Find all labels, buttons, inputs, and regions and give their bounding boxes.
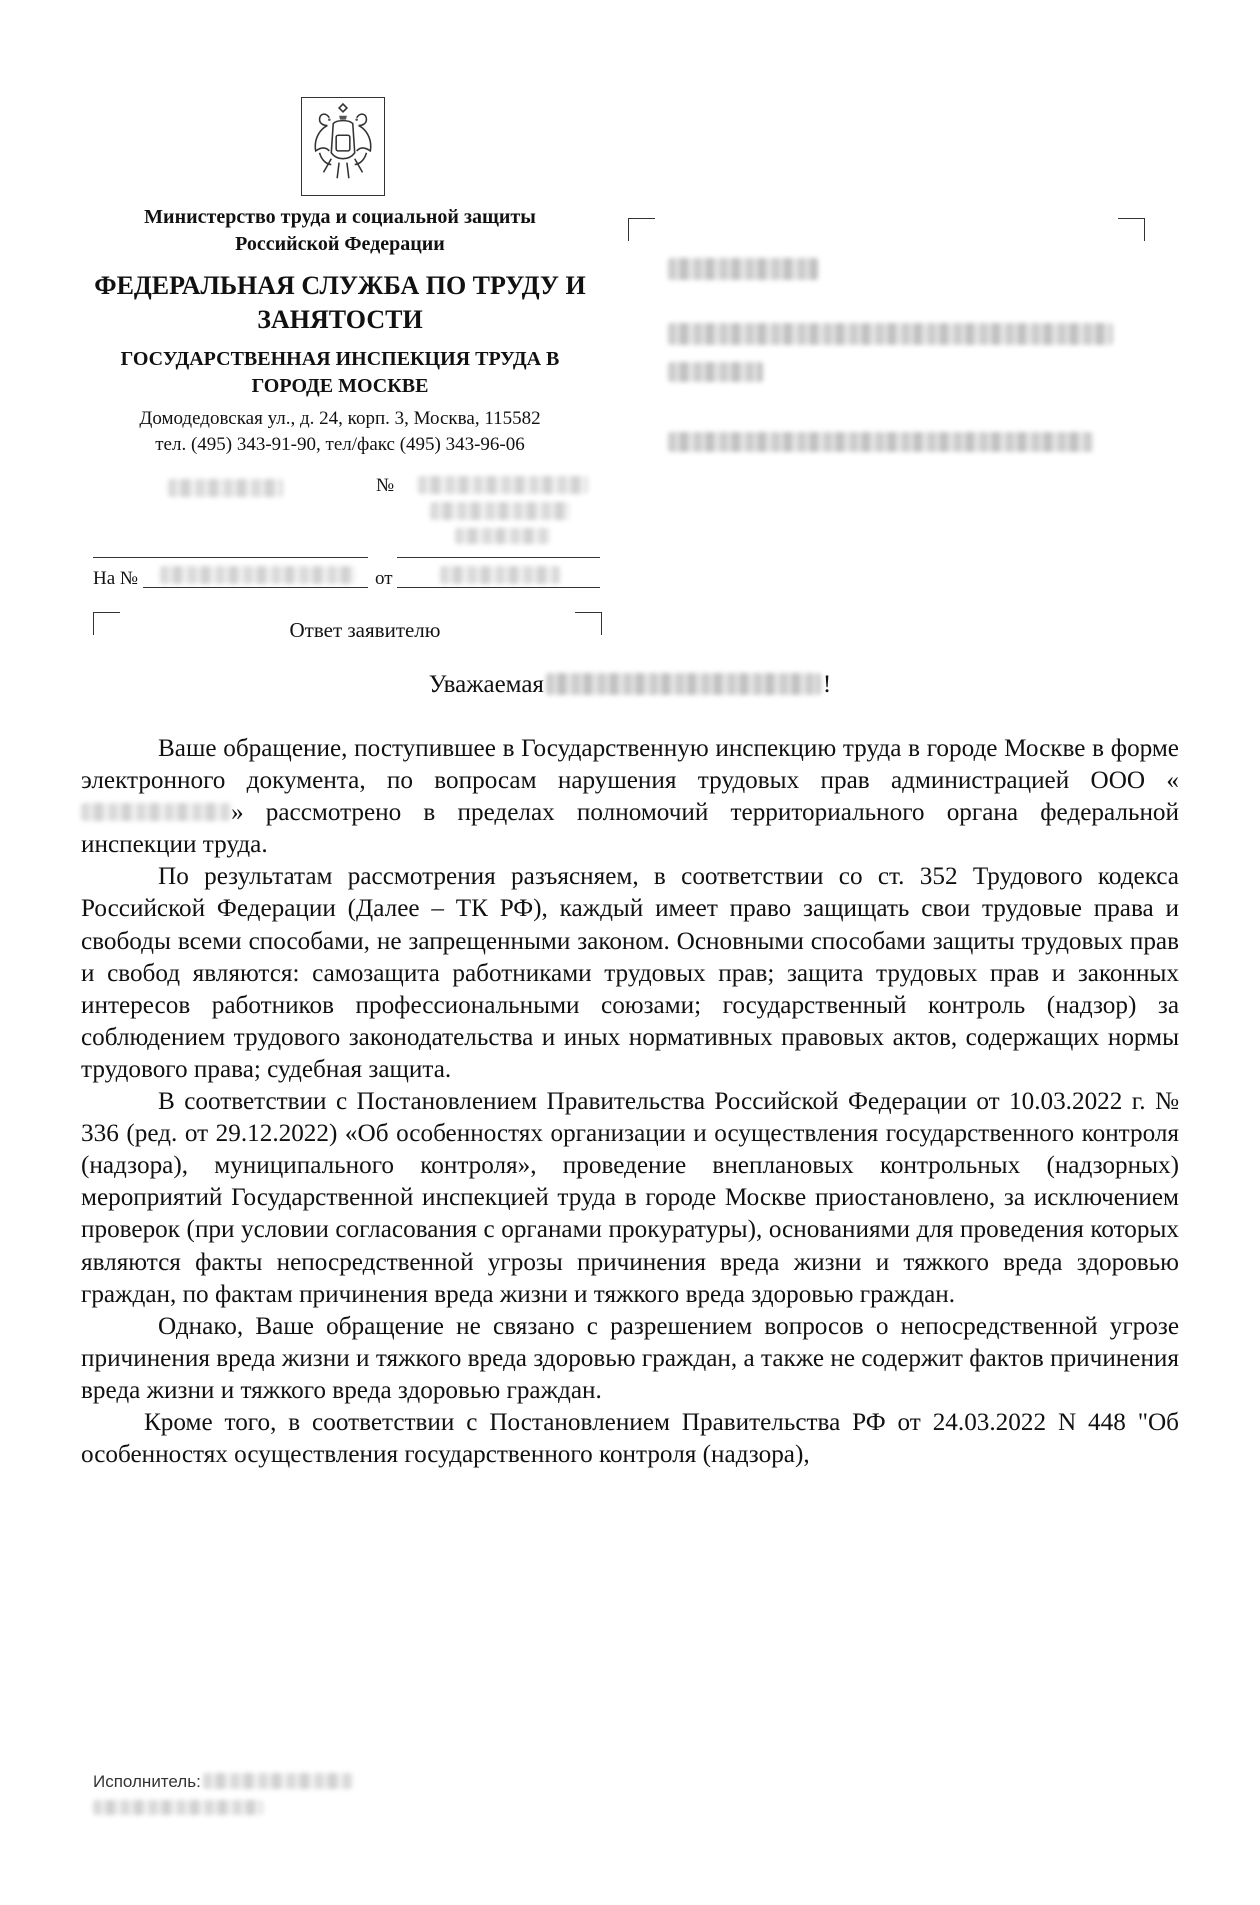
redacted-company-name xyxy=(81,803,231,821)
redacted-addressee-name xyxy=(546,673,821,695)
in-reply-to-label: На № xyxy=(93,568,139,589)
state-emblem xyxy=(301,97,385,196)
incoming-date-line xyxy=(397,587,600,588)
contact-block xyxy=(80,406,600,458)
corner-mark xyxy=(628,218,655,241)
redacted-recipient-email xyxy=(668,432,1093,452)
paragraph-3: В соответствии с Постановлением Правительства Российской Федерации от 10.03.2022 г. № 336 (ред. от 29.12.2022) «Об особенностях организации и осуществления государственного контроля (надзора), муниципального контроля», проведение внеплановых контрольных (надзорных) мероприятий Государственной инспекцией труда в городе Москве приостановлено, за исключением проверок (при условии согласования с органами прокуратуры), основаниями для проведения которых являются факты непосредственной угрозы причинения вреда жизни и тяжкого вреда здоровью граждан, по фактам причинения вреда жизни и тяжкого вреда здоровью граждан. xyxy=(81,1088,1179,1308)
letter-body xyxy=(81,733,1179,1471)
corner-mark xyxy=(93,612,120,635)
greeting-suffix: ! xyxy=(822,671,832,698)
incoming-number-line xyxy=(143,587,368,588)
greeting xyxy=(0,669,1260,701)
redacted-recipient-name xyxy=(668,258,818,280)
redacted-recipient-address xyxy=(668,323,1113,345)
address-line: Домодедовская ул., д. 24, корп. 3, Москва, 115582 xyxy=(139,408,541,429)
paragraph-4: Однако, Ваше обращение не связано с разрешением вопросов о непосредственной угрозе причинения вреда жизни и тяжкого вреда здоровью граждан, а также не содержит фактов причинения вреда жизни и тяжкого вреда здоровью граждан. xyxy=(81,1312,1179,1404)
paragraph-2: По результатам рассмотрения разъясняем, в соответствии со ст. 352 Трудового кодекса Российской Федерации (Далее – ТК РФ), каждый имеет право защищать свои трудовые права и свободы всеми способами, не запрещенными законом. Основными способами защиты трудовых прав и свобод являются: самозащита работниками трудовых прав; защита трудовых прав и законных интересов работников профессиональными союзами; государственный контроль (надзор) за соблюдением трудового законодательства и иных нормативных правовых актов, содержащих нормы трудового права; судебная защита. xyxy=(81,863,1179,1083)
redacted-outgoing-number xyxy=(418,476,588,494)
redacted-recipient-address-line2 xyxy=(668,362,763,382)
inspection-name: ГОСУДАРСТВЕННАЯ ИНСПЕКЦИЯ ТРУДА В ГОРОДЕ МОСКВЕ xyxy=(120,348,560,397)
number-sign: № xyxy=(376,475,395,496)
double-headed-eagle-icon xyxy=(302,98,384,195)
executor-label: Исполнитель: xyxy=(93,1772,201,1791)
corner-mark xyxy=(1118,218,1145,241)
divider-line xyxy=(397,557,600,558)
ministry-name: Министерство труда и социальной защиты Российской Федерации xyxy=(144,206,536,255)
executor xyxy=(93,1772,353,1792)
corner-mark xyxy=(575,612,602,635)
redacted-executor-phone xyxy=(93,1800,263,1815)
service-name: ФЕДЕРАЛЬНАЯ СЛУЖБА ПО ТРУДУ И ЗАНЯТОСТИ xyxy=(94,271,586,334)
redacted-outgoing-number-line2 xyxy=(430,502,570,520)
answer-to-applicant: Ответ заявителю xyxy=(289,618,441,642)
redacted-outgoing-number-line3 xyxy=(455,528,550,544)
paragraph-1: Ваше обращение, поступившее в Государственную инспекцию труда в городе Москве в форме электронного документа, по вопросам нарушения трудовых прав администрацией ООО «» рассмотрено в пределах полномочий территориального органа федеральной инспекции труда. xyxy=(81,735,1179,859)
redacted-date xyxy=(168,479,283,497)
paragraph-5: Кроме того, в соответствии с Постановлением Правительства РФ от 24.03.2022 N 448 "Об особенностях осуществления государственного контроля (надзора), xyxy=(81,1408,1179,1469)
redacted-executor-name xyxy=(203,1773,353,1789)
redacted-incoming-number xyxy=(160,566,355,584)
phones-line: тел. (495) 343-91-90, тел/факс (495) 343-96-06 xyxy=(155,434,525,455)
dated-label: от xyxy=(375,568,393,589)
divider-line xyxy=(93,557,368,558)
greeting-prefix: Уважаемая xyxy=(428,671,544,698)
redacted-incoming-date xyxy=(440,566,560,584)
